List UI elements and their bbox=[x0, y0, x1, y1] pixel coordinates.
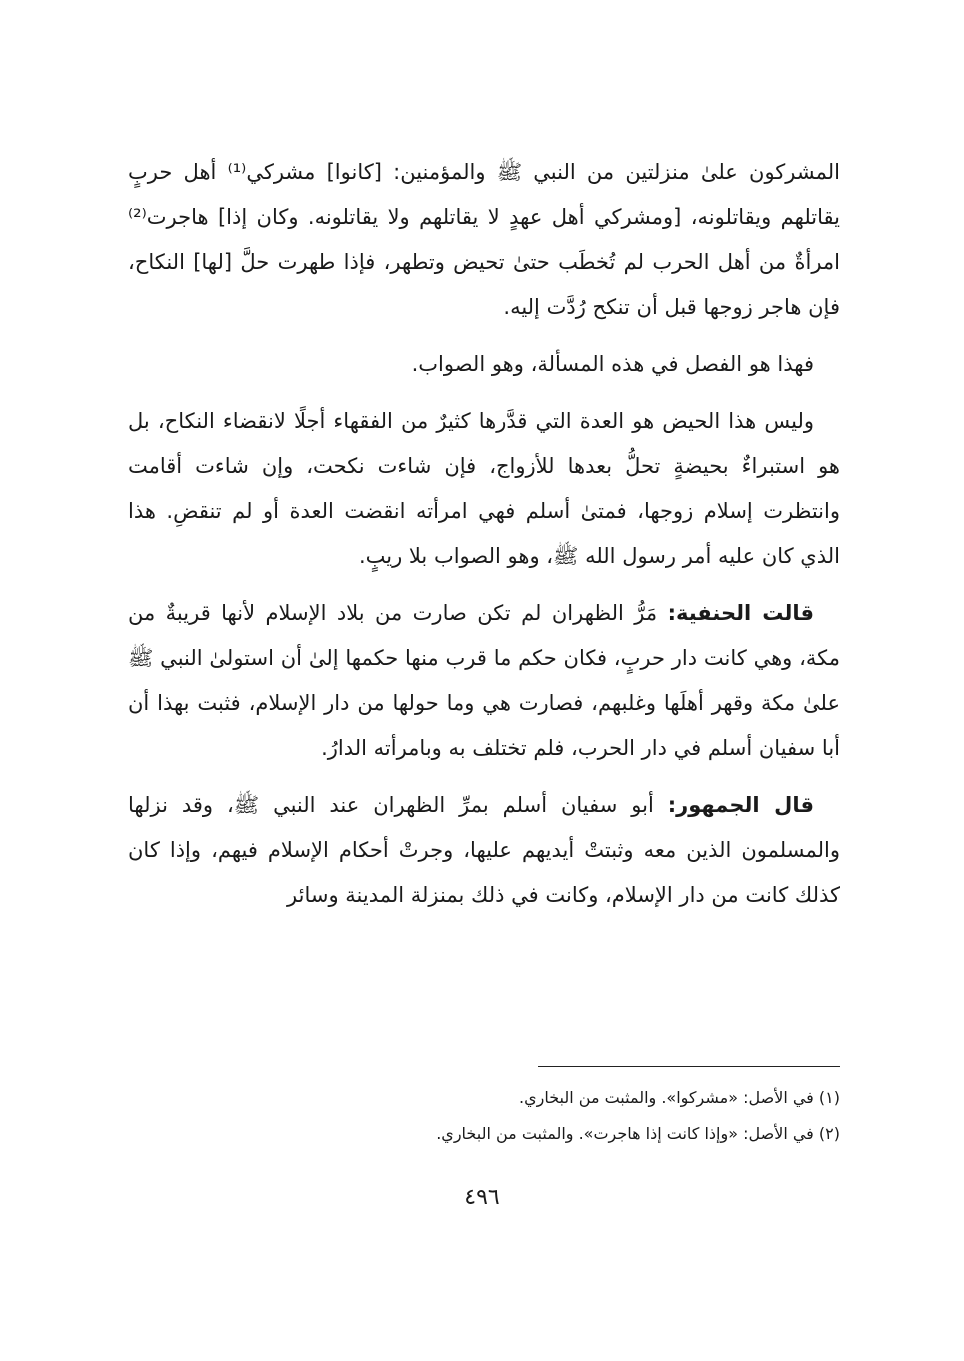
paragraph-4-text: مَرُّ الظهران لم تكن صارت من بلاد الإسلام لأنها قريبةٌ من مكة، وهي كانت دار حربٍ، فكان حكم ما قرب منها حكمها إلىٰ أن استولىٰ النبي ﷺ علىٰ مكة وقهر أهلَها وغلبهم، فصارت هي وما حولها من دار الإسلام، فثبت بهذا أن أبا سفيان أسلم في دار الحرب، فلم تختلف به وبامرأته الدارُ. bbox=[128, 601, 840, 760]
paragraph-4-label: قالت الحنفية: bbox=[667, 601, 814, 625]
paragraph-5 bbox=[128, 783, 840, 918]
paragraph-5-text: أبو سفيان أسلم بمرِّ الظهران عند النبي ﷺ، وقد نزلها والمسلمون الذين معه وثبتتْ أيديهم عليها، وجرتْ أحكام الإسلام فيهم، وإذا كان كذلك كانت من دار الإسلام، وكانت في ذلك بمنزلة المدينة وسائر bbox=[128, 793, 840, 907]
footnote-2: (٢) في الأصل: «وإذا كانت إذا هاجرت». والمثبت من البخاري. bbox=[436, 1124, 840, 1143]
paragraph-5-label: قال الجمهور: bbox=[667, 793, 814, 817]
paragraph-3: وليس هذا الحيض هو العدة التي قدَّرها كثيرٌ من الفقهاء أجلًا لانقضاء النكاح، بل هو استبراءٌ بحيضةٍ تحلُّ بعدها للأزواج، فإن شاءت نكحت، وإن شاءت أقامت وانتظرت إسلام زوجها، فمتىٰ أسلم فهي امرأته انقضت العدة أو لم تنقضِ. هذا الذي كان عليه أمر رسول الله ﷺ، وهو الصواب بلا ريبٍ. bbox=[128, 409, 840, 568]
footnote-1: (١) في الأصل: «مشركوا». والمثبت من البخاري. bbox=[518, 1088, 840, 1107]
page-number: ٤٩٦ bbox=[464, 1185, 500, 1210]
footnotes bbox=[300, 1080, 840, 1152]
paragraph-4 bbox=[128, 591, 840, 771]
footnote-divider bbox=[538, 1066, 840, 1067]
paragraph-1: المشركون علىٰ منزلتين من النبي ﷺ والمؤمنين: [كانوا] مشركي⁽¹⁾ أهل حربٍ يقاتلهم ويقاتلونه، [ومشركي أهل عهدٍ لا يقاتلهم ولا يقاتلونه. وكان إذا] هاجرت⁽²⁾ امرأةٌ من أهل الحرب لم تُخطَب حتىٰ تحيض وتطهر، فإذا طهرت حلَّ [لها] النكاح، فإن هاجر زوجها قبل أن تنكح رُدَّت إليه. bbox=[128, 160, 840, 319]
paragraph-2: فهذا هو الفصل في هذه المسألة، وهو الصواب. bbox=[411, 352, 814, 376]
main-text bbox=[128, 150, 840, 930]
